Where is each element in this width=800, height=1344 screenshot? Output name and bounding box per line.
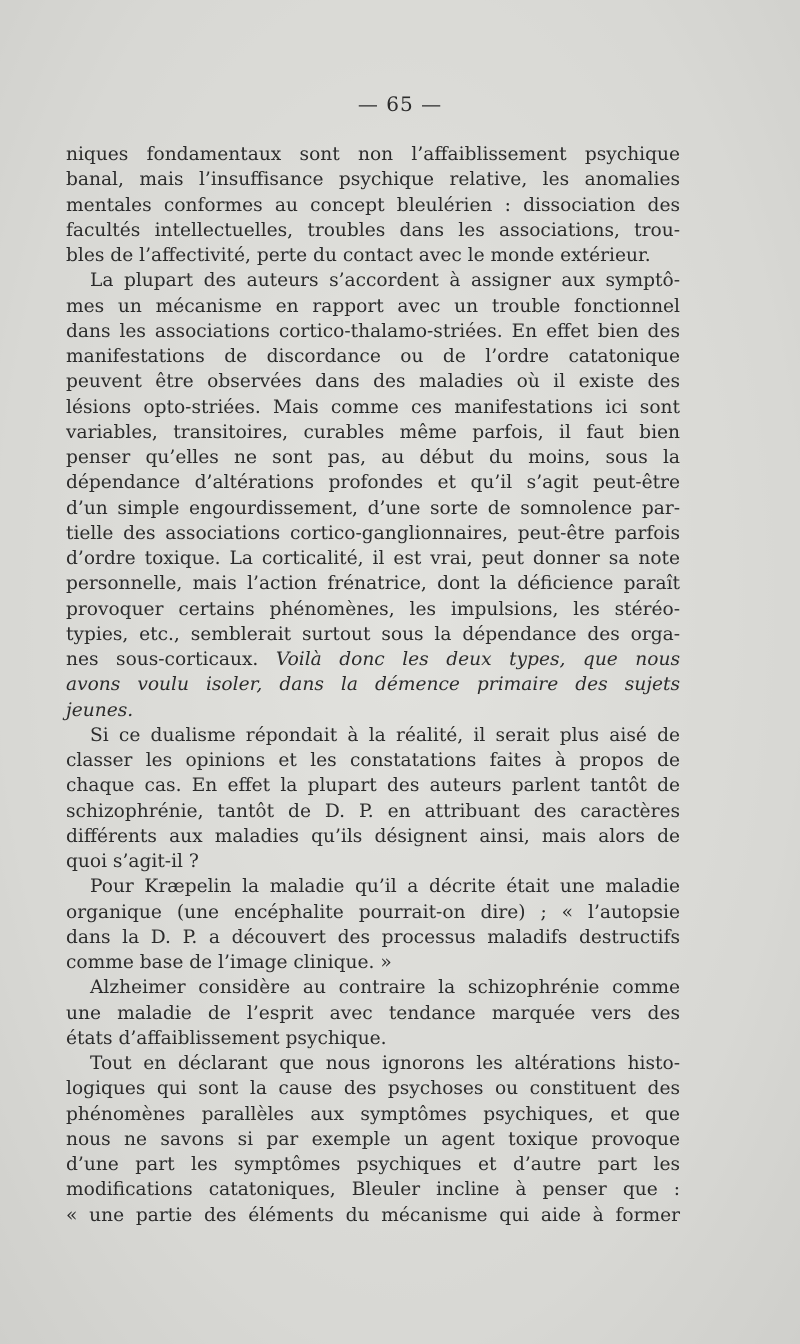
text-line: [66, 1152, 680, 1177]
text-segment: d’un simple engourdissement, d’une sorte de somnolence par-: [66, 497, 680, 519]
page-number: — 65 —: [357, 92, 443, 116]
text-line: [66, 420, 680, 445]
text-line: [66, 1001, 680, 1026]
text-line: [66, 647, 680, 672]
text-line: [66, 925, 680, 950]
text-segment: Alzheimer considère au contraire la schizophrénie comme: [90, 977, 680, 999]
text-segment: typies, etc., semblerait surtout sous la dépendance des orga-: [66, 623, 680, 645]
text-line: [66, 571, 680, 596]
text-segment: classer les opinions et les constatations faites à propos de: [66, 750, 680, 771]
text-line: [66, 369, 680, 394]
text-line: [66, 243, 680, 268]
text-line: [66, 1026, 680, 1051]
text-line: [66, 799, 680, 824]
text-segment: La plupart des auteurs s’accordent à assigner aux symptô-: [90, 270, 680, 292]
text-segment: états d’affaiblissement psychique.: [66, 1027, 387, 1049]
text-segment: schizophrénie, tantôt de D. P. en attribuant des caractères: [66, 800, 680, 822]
text-segment: nous ne savons si par exemple un agent toxique provoque: [66, 1128, 680, 1150]
text-line: [66, 395, 680, 420]
text-line: [66, 1177, 680, 1202]
text-line: [66, 546, 680, 571]
text-segment: modifications catatoniques, Bleuler incline à penser que :: [66, 1179, 680, 1201]
text-line: [66, 975, 680, 1000]
text-segment: mes un mécanisme en rapport avec un trouble fonctionnel: [66, 295, 680, 317]
text-line: [66, 521, 680, 546]
text-segment: mentales conformes au concept bleulérien : dissociation des: [66, 194, 680, 216]
text-line: [66, 344, 680, 369]
text-segment: différents aux maladies qu’ils désignent ainsi, mais alors de: [66, 825, 680, 847]
text-segment: d’ordre toxique. La corticalité, il est vrai, peut donner sa note: [66, 548, 680, 569]
text-line: [66, 900, 680, 925]
text-segment: personnelle, mais l’action frénatrice, dont la déficience paraît: [66, 573, 680, 595]
text-line: [66, 950, 680, 975]
text-segment: logiques qui sont la cause des psychoses ou constituent des: [66, 1078, 680, 1100]
text-line: [66, 824, 680, 849]
text-segment: Pour Kræpelin la maladie qu’il a décrite était une maladie: [90, 876, 680, 898]
text-line: [66, 319, 680, 344]
text-line: [66, 193, 680, 218]
text-segment: organique (une encéphalite pourrait-on dire) ; « l’autopsie: [66, 901, 680, 923]
text-line: [66, 218, 680, 243]
text-line: [66, 1127, 680, 1152]
text-line: [66, 1051, 680, 1076]
text-segment: une maladie de l’esprit avec tendance marquée vers des: [66, 1002, 680, 1024]
text-line: [66, 622, 680, 647]
text-segment: « une partie des éléments du mécanisme qui aide à former: [66, 1204, 680, 1226]
text-segment: banal, mais l’insuffisance psychique relative, les anomalies: [66, 169, 680, 191]
text-segment: phénomènes parallèles aux symptômes psychiques, et que: [66, 1103, 680, 1125]
text-segment: comme base de l’image clinique. »: [66, 952, 392, 973]
text-line: [66, 698, 680, 723]
text-segment: Si ce dualisme répondait à la réalité, il serait plus aisé de: [90, 724, 680, 746]
text-segment: tielle des associations cortico-ganglionnaires, peut-être parfois: [66, 522, 680, 544]
text-segment: penser qu’elles ne sont pas, au début du moins, sous la: [66, 447, 680, 468]
text-segment: provoquer certains phénomènes, les impulsions, les stéréo-: [66, 598, 680, 620]
text-segment: avons voulu isoler, dans la démence primaire des sujets: [66, 674, 680, 696]
text-segment: peuvent être observées dans des maladies où il existe des: [66, 371, 680, 393]
text-line: [66, 849, 680, 874]
text-segment: manifestations de discordance ou de l’ordre catatonique: [66, 346, 680, 367]
text-segment: nes sous-corticaux.: [66, 649, 276, 670]
text-segment: variables, transitoires, curables même parfois, il faut bien: [66, 421, 680, 443]
text-line: [66, 294, 680, 319]
text-segment: dépendance d’altérations profondes et qu’il s’agit peut-être: [66, 472, 680, 494]
text-line: [66, 773, 680, 798]
body-text: [66, 142, 680, 1228]
text-line: [66, 723, 680, 748]
text-segment: bles de l’affectivité, perte du contact avec le monde extérieur.: [66, 245, 651, 266]
text-segment: dans les associations cortico-thalamo-striées. En effet bien des: [66, 320, 680, 342]
text-line: [66, 167, 680, 192]
text-line: [66, 142, 680, 167]
text-line: [66, 748, 680, 773]
text-line: [66, 672, 680, 697]
text-segment: facultés intellectuelles, troubles dans les associations, trou-: [66, 219, 680, 241]
text-line: [66, 268, 680, 293]
text-line: [66, 1102, 680, 1127]
text-segment: niques fondamentaux sont non l’affaiblissement psychique: [66, 144, 680, 165]
text-line: [66, 874, 680, 899]
text-line: [66, 597, 680, 622]
text-line: [66, 470, 680, 495]
text-line: [66, 496, 680, 521]
text-segment: lésions opto-striées. Mais comme ces manifestations ici sont: [66, 396, 680, 418]
text-segment: chaque cas. En effet la plupart des auteurs parlent tantôt de: [66, 775, 680, 797]
text-segment: quoi s’agit-il ?: [66, 851, 199, 872]
text-line: [66, 1203, 680, 1228]
text-segment: d’une part les symptômes psychiques et d’autre part les: [66, 1154, 680, 1175]
text-segment: jeunes.: [66, 699, 134, 721]
text-segment: Voilà donc les deux types, que nous: [275, 649, 680, 670]
text-segment: dans la D. P. a découvert des processus maladifs destructifs: [66, 926, 680, 948]
text-line: [66, 445, 680, 470]
text-segment: Tout en déclarant que nous ignorons les altérations histo-: [90, 1053, 680, 1074]
text-line: [66, 1076, 680, 1101]
